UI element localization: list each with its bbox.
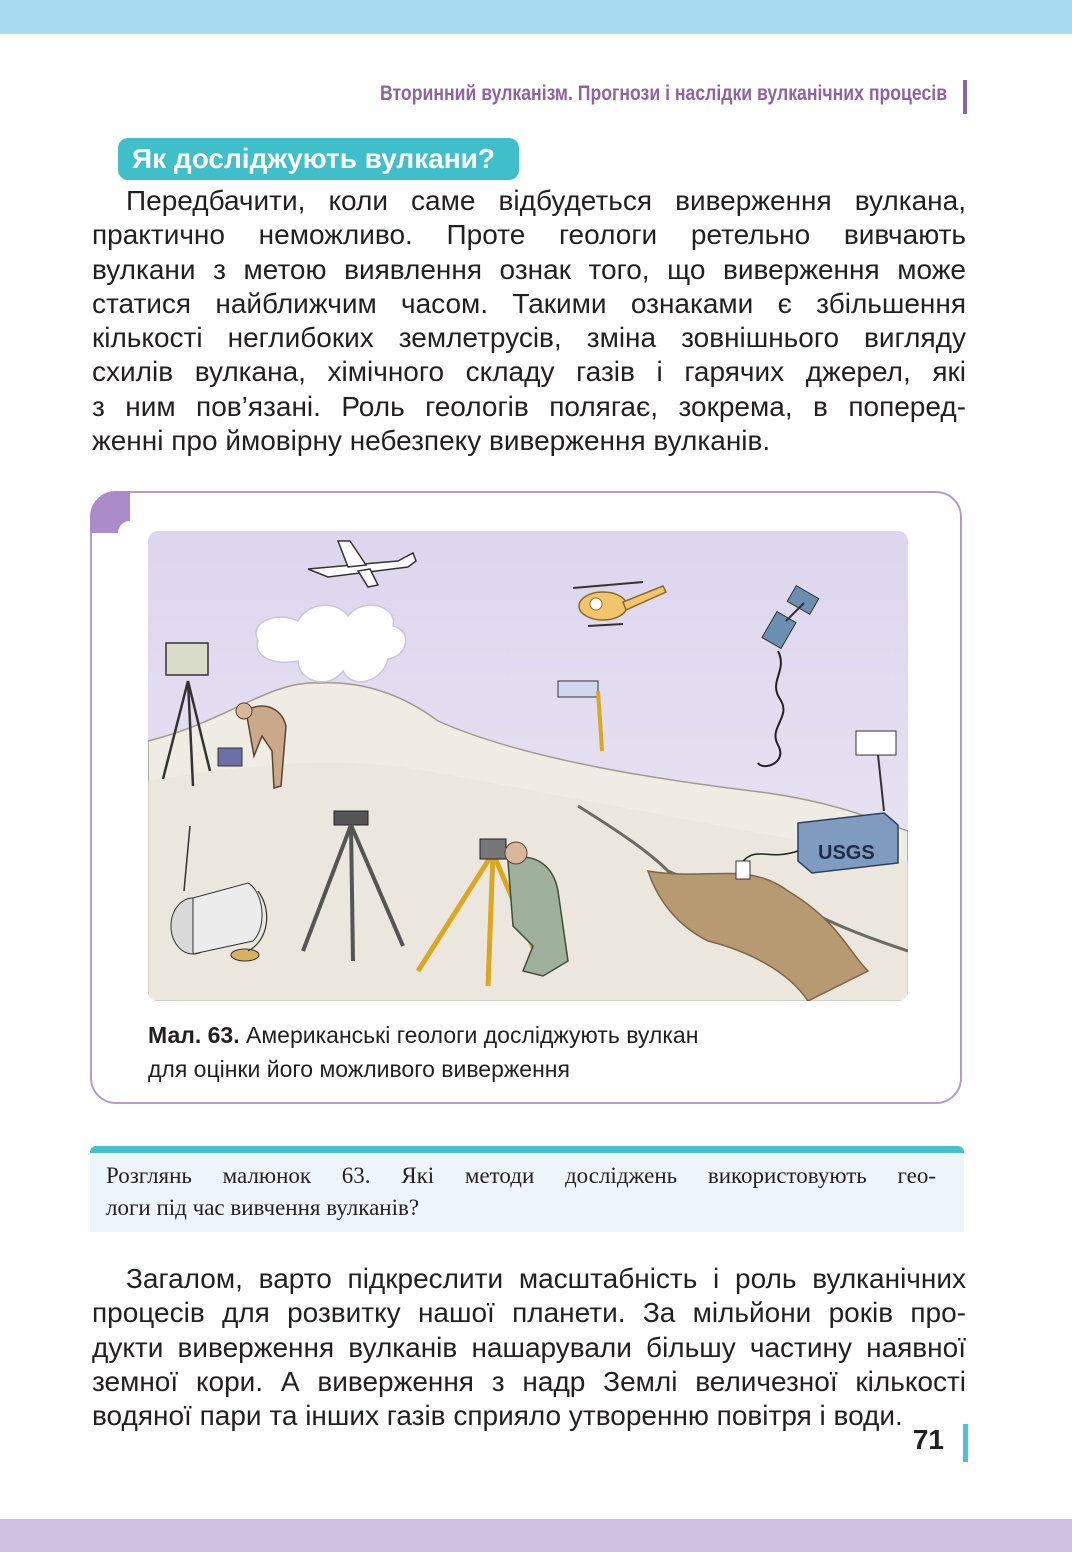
paragraph-line: статися найближчим часом. Такими ознаками є збільшення xyxy=(92,287,966,319)
bottom-color-band xyxy=(0,1519,1072,1552)
paragraph-line: кількості неглибоких землетрусів, зміна зовнішнього вигляду xyxy=(92,322,966,354)
paragraph-line: земної кори. А виверження з надр Землі величезної кількості xyxy=(92,1365,966,1397)
task-line: Розглянь малюнок 63. Які методи досліджень використовують гео- xyxy=(106,1163,936,1188)
section-title: Як досліджують вулкани? xyxy=(118,138,519,180)
caption-label: Мал. 63. xyxy=(148,1022,240,1048)
page-number: 71 xyxy=(912,1424,944,1455)
intro-paragraph xyxy=(92,184,966,458)
running-header: Вторинний вулканізм. Прогнози і наслідки вулканічних процесів xyxy=(379,82,947,105)
task-line: логи під час вивчення вулканів? xyxy=(106,1195,420,1220)
ground-sensor xyxy=(736,861,750,879)
paragraph-line: практично неможливо. Проте геологи ретельно вивчають xyxy=(92,219,966,251)
paragraph-line: з ним пов’язані. Роль геологів полягає, зокрема, в поперед- xyxy=(92,390,966,422)
task-question xyxy=(106,1160,936,1224)
paragraph-line: женні про ймовірну небезпеку виверження вулканів. xyxy=(92,425,771,457)
caption-line: для оцінки його можливого виверження xyxy=(148,1056,570,1082)
conclusion-paragraph xyxy=(92,1262,966,1433)
paragraph-line: водяної пари та інших газів сприяло утворенню повітря і води. xyxy=(92,1400,903,1432)
usgs-label: USGS xyxy=(818,842,875,864)
paragraph-line: Передбачити, коли саме відбудеться виверження вулкана, xyxy=(126,185,966,216)
paragraph-line: вулкани з метою виявлення ознак того, що виверження може xyxy=(92,253,966,285)
top-color-band xyxy=(0,0,1072,34)
usgs-monitoring-box xyxy=(798,813,898,873)
caption-line xyxy=(148,1018,848,1052)
paragraph-line: схилів вулкана, хімічного складу газів і гарячих джерел, які xyxy=(92,356,966,388)
page-number-bar xyxy=(963,1424,968,1462)
caption-text: Американські геологи досліджують вулкан xyxy=(246,1022,699,1048)
paragraph-line: дукти виверження вулканів нашарували більшу частину наявної xyxy=(92,1331,966,1363)
volcano-research-illustration xyxy=(148,531,908,1001)
header-divider xyxy=(963,80,967,114)
paragraph-line: Загалом, варто підкреслити масштабність і роль вулканічних xyxy=(126,1263,966,1294)
paragraph-line: процесів для розвитку нашої планети. За мільйони років про- xyxy=(92,1297,966,1329)
figure-caption xyxy=(148,1018,848,1086)
figure-corner-tab xyxy=(90,491,130,533)
